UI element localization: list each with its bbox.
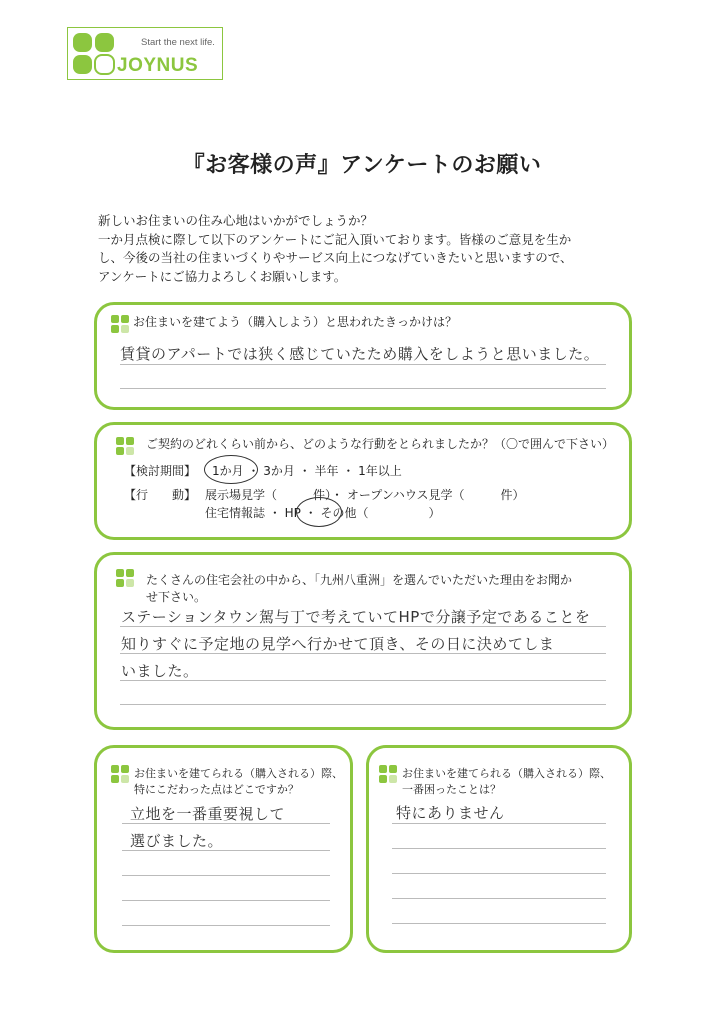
- answer-rule: [120, 364, 606, 365]
- answer-rule: [392, 823, 606, 824]
- answer-rule: [120, 680, 606, 681]
- action-line-2: 住宅情報誌 ・ HP ・ その他（ ）: [205, 506, 441, 520]
- answer-focus-line: 立地を一番重要視して: [130, 805, 286, 823]
- answer-reason-line: 知りすぐに予定地の見学へ行かせて頂き、その日に決めてしま: [121, 635, 555, 653]
- question-trouble: お住まいを建てられる（購入される）際、 一番困ったことは？: [402, 767, 611, 796]
- action-line-1: 展示場見学（ 件）・ オープンハウス見学（ 件）: [205, 488, 525, 502]
- period-selected-circle: [204, 455, 258, 484]
- question-focus: お住まいを建てられる（購入される）際、 特にこだわった点はどこですか？: [134, 767, 343, 796]
- answer-trouble-line: 特にありません: [396, 804, 505, 822]
- answer-rule: [120, 626, 606, 627]
- question-trigger: お住まいを建てよう（購入しよう）と思われたきっかけは？: [133, 315, 458, 329]
- answer-rule: [392, 923, 606, 924]
- period-label: 【検討期間】: [124, 464, 197, 478]
- logo-tagline: Start the next life.: [141, 37, 215, 48]
- action-label: 【行 動】: [124, 488, 197, 502]
- clover-bullet-icon: [116, 569, 134, 587]
- answer-rule: [122, 875, 330, 876]
- answer-focus-line: 選びました。: [130, 832, 224, 850]
- answer-rule: [122, 850, 330, 851]
- answer-rule: [392, 873, 606, 874]
- intro-text: 新しいお住まいの住み心地はいかがでしょうか？ 一か月点検に際して以下のアンケートにご記入頂いております。皆様のご意見を生か し、今後の当社の住まいづくりやサービス向上につなげていきたいと思いますので、 アンケートにご協力よろしくお願いします。: [98, 213, 573, 284]
- answer-rule: [120, 704, 606, 705]
- clover-bullet-icon: [111, 765, 129, 783]
- clover-bullet-icon: [116, 437, 134, 455]
- question-actions: ご契約のどれくらい前から、どのような行動をとられましたか？（〇で囲んで下さい）: [146, 437, 615, 451]
- logo-brand: JOYNUS: [117, 55, 199, 76]
- answer-rule: [392, 898, 606, 899]
- page-title: 『お客様の声』アンケートのお願い: [182, 153, 542, 178]
- period-options: 1か月 ・ 3か月 ・ 半年 ・ 1年以上: [212, 464, 402, 478]
- answer-reason-line: いました。: [121, 662, 199, 680]
- clover-logo-icon: [72, 32, 116, 76]
- answer-rule: [120, 653, 606, 654]
- answer-trigger: 賃貸のアパートでは狭く感じていたため購入をしようと思いました。: [120, 345, 600, 363]
- answer-rule: [122, 925, 330, 926]
- answer-rule: [122, 823, 330, 824]
- answer-rule: [392, 848, 606, 849]
- action-selected-circle: [296, 497, 342, 527]
- clover-bullet-icon: [111, 315, 129, 333]
- company-logo: [67, 27, 223, 80]
- clover-bullet-icon: [379, 765, 397, 783]
- answer-reason-line: ステーションタウン駕与丁で考えていてHPで分譲予定であることを: [121, 608, 591, 626]
- answer-rule: [122, 900, 330, 901]
- question-reason: たくさんの住宅会社の中から、「九州八重洲」を選んでいただいた理由をお聞か せ下さい。: [146, 573, 573, 604]
- answer-rule: [120, 388, 606, 389]
